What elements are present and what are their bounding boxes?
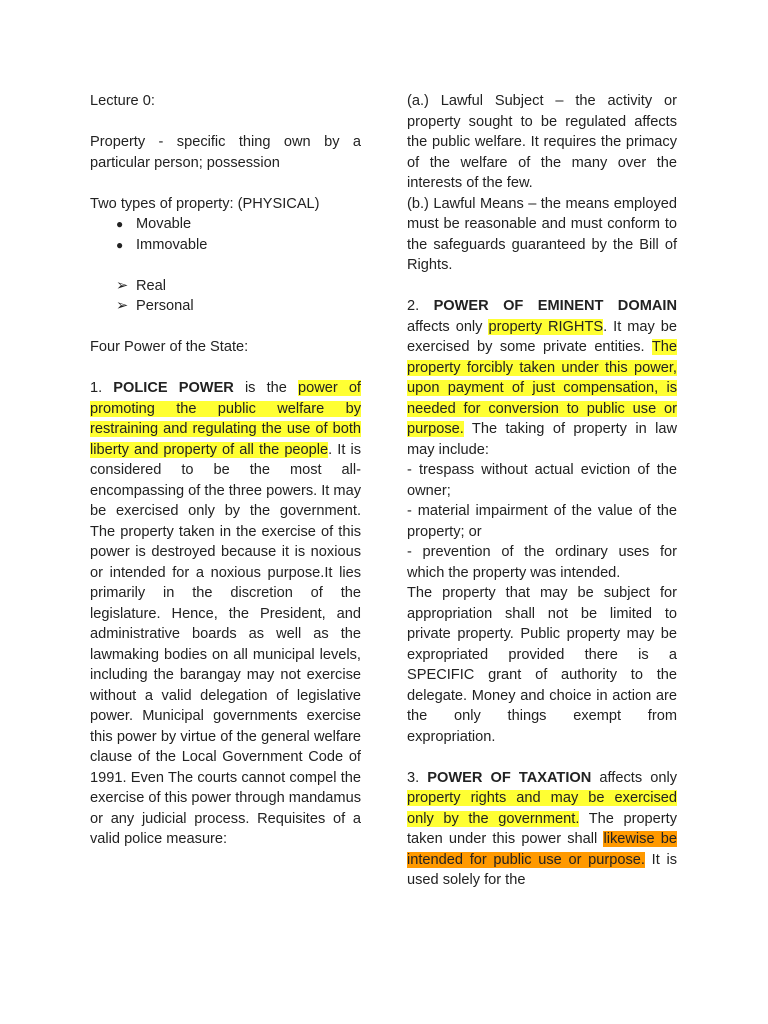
taxation-title: POWER OF TAXATION — [427, 769, 592, 786]
list-item: ➢ Personal — [116, 296, 361, 317]
list-item: ● Movable — [116, 214, 361, 235]
lawful-means-paragraph: (b.) Lawful Means – the means employed must be reasonable and must conform to the safeguards guaranteed by the Bill of Rights. — [407, 195, 677, 273]
list-item: ● Immovable — [116, 235, 361, 256]
highlight-yellow: power of promoting the public welfare by restraining and regulating the use of both liberty and property of all the people — [90, 380, 361, 458]
appropriation-paragraph: The property that may be subject for appropriation shall not be limited to private property. Public property may be expropriated provided there is a SPECIFIC grant of authority to the delegate. Money and choice in action are the only things exempt from expropriation. — [407, 585, 677, 745]
property-type-list — [90, 214, 361, 255]
arrow-bullet-icon: ➢ — [116, 277, 129, 294]
eminent-domain-paragraph: 2. POWER OF EMINENT DOMAIN affects only property RIGHTS. It may be exercised by some private entities. The property forcibly taken under this power, upon payment of just compensation, is needed for conversion to public use or purpose. The taking of property in law may include: — [407, 298, 677, 458]
police-power-title: POLICE POWER — [113, 380, 234, 396]
highlight-yellow: property rights and may be exercised only by the government. — [407, 790, 677, 827]
left-column — [90, 91, 361, 850]
highlight-yellow: The property forcibly taken under this power, upon payment of just compensation, is needed for conversion to public use or purpose. — [407, 339, 677, 437]
arrow-bullet-icon: ➢ — [116, 298, 129, 314]
eminent-domain-title: POWER OF EMINENT DOMAIN — [433, 298, 677, 314]
list-item: ➢ Real — [116, 276, 361, 297]
property-definition: Property - specific thing own by a particular person; possession — [90, 134, 361, 171]
bullet-icon: ● — [116, 217, 124, 231]
bullet-icon: ● — [116, 237, 124, 252]
highlight-yellow: property RIGHTS — [488, 318, 604, 335]
police-power-paragraph: 1. POLICE POWER is the power of promoting the public welfare by restraining and regulating the use of both liberty and property of all the people. It is considered to be the most all-encompassing of the three powers. It may be exercised only by the government. The property taken in the exercise of this power is destroyed because it is noxious or intended for a noxious purpose.It lies primarily in the discretion of the legislature. Hence, the President, and administrative boards as well as the lawmaking bodies on all municipal levels, including the barangay may not exercise without a valid delegation of legislative power. Municipal governments exercise this power by virtue of the general welfare clause of the Local Government Code of 1991. Even The courts cannot compel the exercise of this power through mandamus or any judicial process. Requisites of a valid police measure: — [90, 380, 362, 847]
property-subtype-list — [90, 276, 361, 317]
lawful-subject-paragraph: (a.) Lawful Subject – the activity or property sought to be regulated affects the public welfare. It requires the primacy of the welfare of the many over the interests of the few. — [407, 93, 677, 191]
lecture-heading: Lecture 0: — [90, 93, 155, 109]
taking-item: - material impairment of the value of the property; or — [407, 503, 677, 540]
highlight-orange: likewise be intended for public use or purpose. — [407, 831, 677, 868]
taking-item: - trespass without actual eviction of the owner; — [407, 462, 677, 499]
property-types-heading: Two types of property: (PHYSICAL) — [90, 195, 320, 212]
taking-item: - prevention of the ordinary uses for which the property was intended. — [407, 544, 677, 581]
four-powers-heading: Four Power of the State: — [90, 339, 249, 355]
taxation-paragraph: 3. POWER OF TAXATION affects only property rights and may be exercised only by the government. The property taken under this power shall likewise be intended for public use or purpose. It is used solely for the — [407, 769, 678, 888]
right-column — [407, 91, 677, 891]
